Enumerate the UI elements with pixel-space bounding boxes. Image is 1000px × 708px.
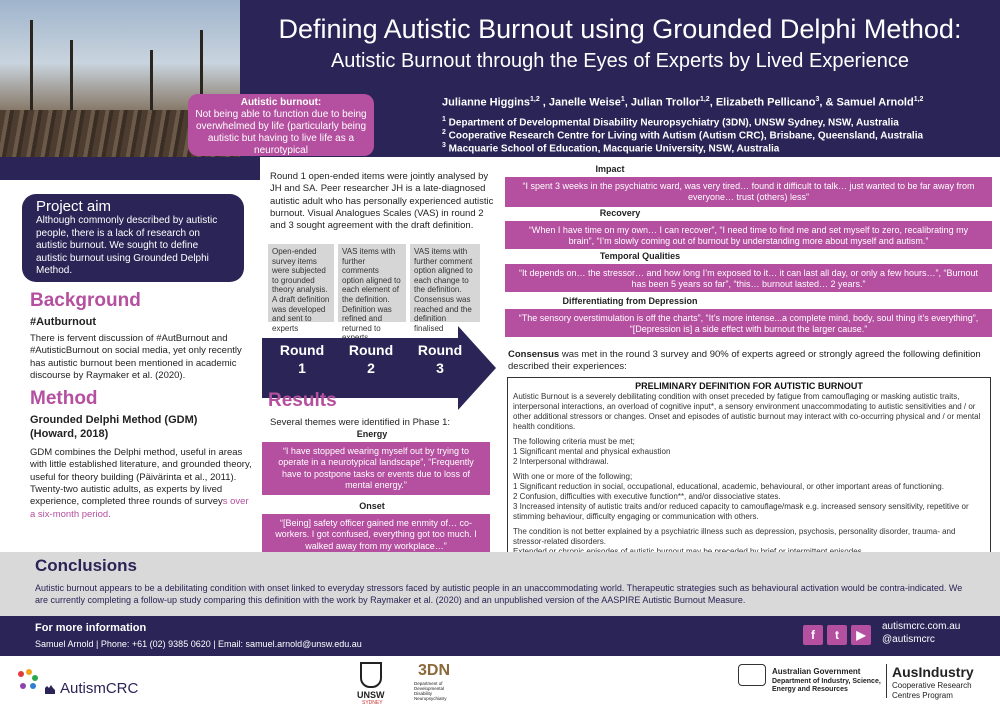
theme-impact-quote: “I spent 3 weeks in the psychiatric ward, was very tired… found it difficult to talk… just wanted to be far away from everyone… trust (others) less” (505, 177, 992, 207)
preliminary-definition-box: PRELIMINARY DEFINITION FOR AUTISTIC BURNOUT Autistic Burnout is a severely debilitating condition with onset preceded by fatigue from camouflaging or masking autistic traits, interpersonal interactions, an overload of cognitive input*, a sensory environment unaccommodating to autistic sensitivities and / or other additional stressors or changes. Onset and episodes of autistic burnout may interact with co-occurring physical and / or mental health conditions. The following criteria must be met; 1 Significant mental and physical exhaustion 2 Interpersonal withdrawal. With one or more of the following; 1 Significant reduction in social, occupational, educational, academic, behavioural, or other important areas of functioning. 2 Confusion, difficulties with executive function**, and/or dissociative states. 3 Increased intensity of autistic traits and/or reduced capacity to camouflage/mask e.g. increased sensory sensitivity, repetitive or stimming behaviour, difficulty engaging or communication with others. The condition is not better explained by a psychiatric illness such as depression, psychosis, personality disorder, trauma- and stressor-related disorders. (507, 377, 991, 572)
theme-temporal-quote: “It depends on… the stressor… and how long I’m exposed to it… it can last all day, or only a few hours…”, “Burnout has been 5 years so far”, “this… burnout lasted… 2 years.” (505, 264, 992, 292)
project-aim-title: Project aim (36, 198, 112, 215)
title-banner (240, 0, 1000, 90)
theme-recovery-quote: “When I have time on my own… I can recover”, “I need time to find me and set myself to zero, recalibrating my brain”, “I’m slowly coming out of burnout by understanding more about myself and autism.” (505, 221, 992, 249)
hand-icon (43, 682, 57, 696)
theme-onset-label: Onset (359, 501, 385, 511)
theme-onset-quote: “[Being] safety officer gained me enmity of… co-workers. I got confused, everything got too much. I walked away from my workplace…” (262, 514, 490, 552)
ausindustry-logo: AusIndustry (892, 664, 974, 680)
logo-divider (886, 664, 887, 698)
definition-para1: Autistic Burnout is a severely debilitating condition with onset preceded by fatigue from camouflaging or masking autistic traits, interpersonal interactions, an overload of cognitive input*, a sensory environment unaccommodating to autistic sensitivities and / or other additional stressors or changes. Onset and episodes of autistic burnout may interact with co-occurring physical and / or mental health conditions. (513, 392, 981, 432)
unsw-sub: SYDNEY (362, 700, 383, 706)
conclusions-heading: Conclusions (35, 556, 138, 575)
theme-impact-label: Impact (595, 164, 625, 174)
definition-title: PRELIMINARY DEFINITION FOR AUTISTIC BURNOUT (635, 381, 863, 391)
facebook-icon[interactable]: f (803, 625, 823, 645)
round-2-label: Round 2 (348, 342, 394, 376)
background-subtitle: #Autburnout (30, 316, 96, 328)
header-bar-left (0, 157, 260, 180)
3dn-text: Department of Developmental Disability Neuropsychiatry (414, 681, 447, 701)
round-2-description: VAS items with further comments option aligned to each element of the definition. Definition was refined and returned to (338, 244, 406, 322)
footer-contact[interactable]: Samuel Arnold | Phone: +61 (02) 9385 0620 | Email: samuel.arnold@unsw.edu.au (35, 639, 362, 649)
footer-title: For more information (35, 622, 147, 634)
ausindustry-sub2: Centres Program (892, 691, 953, 700)
method-text: GDM combines the Delphi method, useful in areas with little established literature, and grounded theory, useful for theory building (Päivärinta et al., 2011). Twenty-two autistic adults, as experts by lived experience, completed three rounds of surveys over a six-month period. (30, 447, 252, 520)
round-3-description: VAS items with further comment option aligned to each change to the definition. Consensus was reached and the definition finalised (410, 244, 480, 322)
method-subtitle: Grounded Delphi Method (GDM) (Howard, 2018) (30, 414, 198, 441)
autismcrc-logo: AutismCRC (60, 680, 139, 697)
conclusions-text: Autistic burnout appears to be a debilitating condition with onset linked to everyday stressors faced by autistic people in an unaccommodating world. Therapeutic strategies such as behavioural activation would be contra-indicated. We are currently completing a follow-up study comparing this definition with the work by Raymaker et al. (2020) and an unpublished version of the AASPIRE Autistic Burnout Measure. (35, 583, 963, 605)
round-1-description: Open-ended survey items were subjected to grounded theory analysis. A draft definition was developed and sent to experts (268, 244, 334, 322)
gov-line2: Department of Industry, Science, Energy and Resources (772, 678, 881, 694)
theme-temporal-label: Temporal Qualities (599, 251, 681, 261)
footer-social-links[interactable]: autismcrc.com.au @autismcrc (882, 621, 961, 645)
affiliation-3: $^3$ Macquarie School of Education, Macquarie University, NSW, Australia (442, 142, 780, 155)
theme-energy-quote: “I have stopped wearing myself out by trying to operate in a neurotypical landscape”, “Frequently have to postpone tasks or events due to loss of mental energy.” (262, 442, 490, 495)
affiliation-2: $^2$ Cooperative Research Centre for Living with Autism (Autism CRC), Brisbane, Queensland, Australia (442, 129, 924, 142)
results-heading: Results (268, 390, 337, 411)
background-heading: Background (30, 290, 141, 311)
3dn-logo: 3DN (418, 662, 451, 679)
results-intro: Several themes were identified in Phase 1: (270, 417, 451, 428)
autismcrc-logo-icon (15, 668, 39, 692)
affiliation-1: $^1$ Department of Developmental Disability Neuropsychiatry (3DN), UNSW Sydney, NSW, Australia (442, 116, 899, 129)
twitter-icon[interactable]: t (827, 625, 847, 645)
theme-depression-quote: “The sensory overstimulation is off the charts”, “It’s more intense...a complete mind, body, soul thing it’s everything”, “[Depression is] a side effect with burnout the larger cause.” (505, 309, 992, 337)
poster-subtitle: Autistic Burnout through the Eyes of Experts by Lived Experience (330, 50, 910, 72)
burnout-definition-bubble: Autistic burnout: Not being able to function due to being overwhelmed by life (particularly being autistic but having to live life as a neurotypical (188, 94, 374, 156)
ausindustry-sub1: Cooperative Research (892, 681, 972, 690)
coat-of-arms-icon (738, 664, 766, 686)
theme-recovery-label: Recovery (599, 208, 641, 218)
round-1-label: Round 1 (279, 342, 325, 376)
project-aim-box (22, 194, 244, 282)
theme-depression-label: Differentiating from Depression (562, 296, 698, 306)
rounds-intro: Round 1 open-ended items were jointly analysed by JH and SA. Peer researcher JH is a late-diagnosed autistic adult who has personally experienced autistic burnout. Visual Analogues Scales (VAS) in round 2 and 3 sought agreement with the draft definition. (270, 171, 494, 232)
background-text: There is fervent discussion of #AutBurnout and #AutisticBurnout on social media, yet only recently has autistic burnout been mentioned in academic discourse by Raymaker et al. (2020). (30, 333, 242, 382)
method-heading: Method (30, 388, 98, 409)
round-3-label: Round 3 (417, 342, 463, 376)
consensus-text: Consensus was met in the round 3 survey and 90% of experts agreed or strongly agreed the following definition described their experiences: (508, 349, 981, 373)
author-list: Julianne Higgins$^{1,2}$ , Janelle Weise$^1$, Julian Trollor$^{1,2}$, Elizabeth Pellicano$^3$, & Samuel Arnold$^{1,2}$ (442, 96, 924, 109)
unsw-logo: UNSW (357, 690, 385, 700)
unsw-crest-icon (360, 662, 382, 688)
footer-bar (0, 616, 1000, 656)
gov-line1: Australian Government (772, 667, 861, 676)
youtube-icon[interactable]: ▶ (851, 625, 871, 645)
theme-energy-label: Energy (356, 429, 388, 439)
project-aim-text: Although commonly described by autistic people, there is a lack of research on autistic burnout. We sought to define autistic burnout using Grounded Delphi Method. (36, 215, 218, 276)
poster-title: Defining Autistic Burnout using Grounded Delphi Method: (278, 14, 962, 44)
